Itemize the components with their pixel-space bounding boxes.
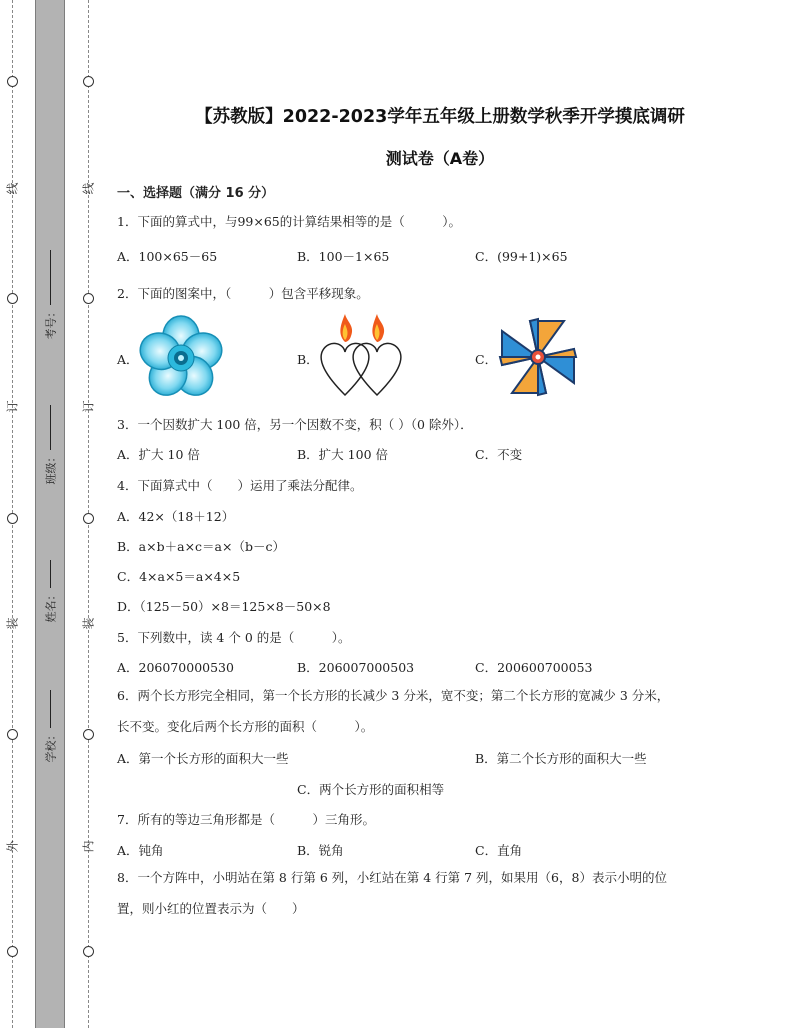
- field-exam-number[interactable]: [40, 250, 60, 341]
- question-5-option-a[interactable]: A．206070000530: [117, 660, 234, 675]
- question-3-option-c[interactable]: C．不变: [475, 447, 523, 462]
- question-3-stem: 3．一个因数扩大 100 倍，另一个因数不变，积（ ）（0 除外）．: [117, 417, 473, 432]
- question-4-option-b[interactable]: B．a×b＋a×c＝a×（b－c）: [117, 539, 285, 554]
- question-4-option-c[interactable]: C．4×a×5＝a×4×5: [117, 569, 241, 584]
- question-4-option-a[interactable]: A．42×（18＋12）: [117, 509, 235, 524]
- pinwheel-image: [497, 316, 579, 398]
- binding-hole: [7, 293, 18, 304]
- question-7-option-a[interactable]: A．钝角: [117, 843, 164, 858]
- side-char-nei: 内: [81, 840, 96, 853]
- question-7-stem: 7．所有的等边三角形都是（ ）三角形。: [117, 812, 375, 827]
- question-2-option-b[interactable]: B．: [297, 352, 319, 367]
- question-3-option-b[interactable]: B．扩大 100 倍: [297, 447, 388, 462]
- flower-image: [138, 315, 224, 401]
- paper-title-line2: 测试卷（A卷）: [385, 149, 495, 168]
- question-5-option-b[interactable]: B．206007000503: [297, 660, 415, 675]
- question-6-option-b[interactable]: B．第二个长方形的面积大一些: [475, 751, 647, 766]
- side-char-xian-outer: 线: [5, 182, 20, 195]
- question-2-option-a[interactable]: A．: [117, 352, 139, 367]
- question-1-stem: 1．下面的算式中，与99×65的计算结果相等的是（ ）。: [117, 214, 461, 229]
- field-name[interactable]: [40, 560, 60, 624]
- binding-hole: [7, 946, 18, 957]
- binding-hole: [83, 946, 94, 957]
- question-4-option-d[interactable]: D．（125－50）×8＝125×8－50×8: [117, 599, 331, 614]
- question-5-stem: 5．下列数中，读 4 个 0 的是（ ）。: [117, 630, 351, 645]
- question-2-stem: 2．下面的图案中，（ ）包含平移现象。: [117, 286, 369, 301]
- side-char-xian-inner: 线: [81, 182, 96, 195]
- question-6-stem: 6．两个长方形完全相同，第一个长方形的长减少 3 分米，宽不变；第二个长方形的宽减少 3 分米，长不变。变化后两个长方形的面积（ ）。: [117, 688, 670, 734]
- question-6-option-a[interactable]: A．第一个长方形的面积大一些: [117, 751, 289, 766]
- field-underline: [50, 405, 51, 450]
- field-underline: [50, 250, 51, 305]
- field-underline: [50, 690, 51, 728]
- side-char-wai: 外: [5, 840, 20, 853]
- section-heading: 一、选择题（满分 16 分）: [117, 186, 275, 201]
- binding-hole: [83, 513, 94, 524]
- question-3-option-a[interactable]: A．扩大 10 倍: [117, 447, 200, 462]
- binding-hole: [7, 513, 18, 524]
- binding-margin: [0, 0, 100, 1028]
- side-char-zhuang-inner: 装: [81, 617, 96, 630]
- field-label: 考号：: [44, 306, 57, 340]
- question-4-stem: 4．下面算式中（ ）运用了乘法分配律。: [117, 478, 363, 493]
- binding-hole: [83, 729, 94, 740]
- paper-title-line1: 【苏教版】2022-2023学年五年级上册数学秋季开学摸底调研: [195, 107, 685, 127]
- question-8-stem: 8．一个方阵中，小明站在第 8 行第 6 列，小红站在第 4 行第 7 列，如果用（6，8）表示小明的位置，则小红的位置表示为（ ）: [117, 870, 667, 916]
- binding-band: [35, 0, 65, 1028]
- question-7-option-b[interactable]: B．锐角: [297, 843, 344, 858]
- question-1-option-a[interactable]: A．100×65－65: [117, 249, 218, 264]
- field-class[interactable]: [40, 405, 60, 486]
- side-char-ding-outer: 订: [5, 400, 20, 413]
- question-1-option-c[interactable]: C．(99+1)×65: [475, 249, 568, 264]
- field-label: 班级：: [44, 451, 57, 485]
- binding-hole: [7, 729, 18, 740]
- binding-hole: [83, 76, 94, 87]
- binding-hole: [7, 76, 18, 87]
- question-7-option-c[interactable]: C．直角: [475, 843, 523, 858]
- question-5-option-c[interactable]: C．200600700053: [475, 660, 593, 675]
- side-char-zhuang-outer: 装: [5, 617, 20, 630]
- field-label: 学校：: [44, 729, 57, 763]
- question-1-option-b[interactable]: B．100－1×65: [297, 249, 390, 264]
- side-char-ding-inner: 订: [81, 400, 96, 413]
- field-school[interactable]: [40, 690, 60, 764]
- field-label: 姓名：: [44, 589, 57, 623]
- question-2-option-c[interactable]: C．: [475, 352, 498, 367]
- question-6-option-c[interactable]: C．两个长方形的面积相等: [297, 782, 445, 797]
- binding-hole: [83, 293, 94, 304]
- field-underline: [50, 560, 51, 588]
- flame-hearts-image: [315, 310, 415, 400]
